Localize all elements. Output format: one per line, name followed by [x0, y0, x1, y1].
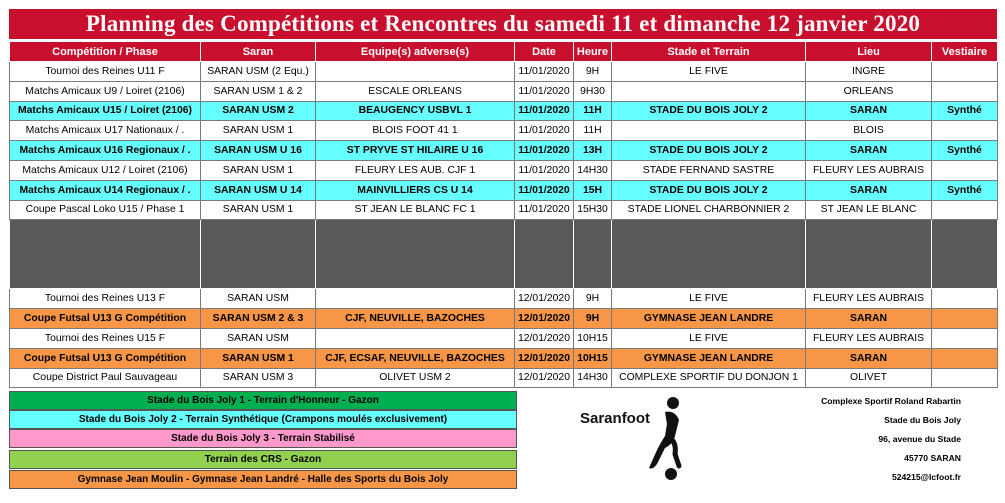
cell-time: 14H30: [574, 368, 612, 388]
cell-competition: Matchs Amicaux U14 Regionaux / .: [10, 180, 201, 200]
table-row: [10, 160, 998, 180]
cell-stadium: [612, 121, 806, 141]
legend-bois-joly-3: [9, 429, 517, 448]
info-email: 524215@lcfoot.fr: [891, 472, 961, 482]
cell-competition: Coupe District Paul Sauvageau: [10, 368, 201, 388]
cell-place: FLEURY LES AUBRAIS: [806, 160, 932, 180]
legend-bois-joly-2: [9, 410, 517, 429]
logo-text: Saranfoot: [580, 410, 651, 427]
cell-date: 11/01/2020: [515, 121, 574, 141]
cell-date: 12/01/2020: [515, 368, 574, 388]
cell-locker-room: [932, 200, 998, 220]
cell-locker-room: Synthé: [932, 101, 998, 121]
cell-stadium: LE FIVE: [612, 289, 806, 309]
legend-label: Stade du Bois Joly 2 - Terrain Synthétique (Crampons moulés exclusivement): [78, 414, 448, 425]
cell-place: OLIVET: [806, 368, 932, 388]
table-row: [10, 81, 998, 101]
cell-stadium: LE FIVE: [612, 62, 806, 82]
cell-competition: Matchs Amicaux U12 / Loiret (2106): [10, 160, 201, 180]
cell-time: 10H15: [574, 348, 612, 368]
cell-date: 11/01/2020: [515, 200, 574, 220]
table-row: [10, 62, 998, 82]
cell-saran: SARAN USM (2 Equ.): [201, 62, 316, 82]
cell-date: 11/01/2020: [515, 62, 574, 82]
cell-opponents: CJF, NEUVILLE, BAZOCHES: [316, 309, 515, 329]
cell-competition: Coupe Pascal Loko U15 / Phase 1: [10, 200, 201, 220]
legend-bois-joly-1: [9, 391, 517, 410]
cell-date: 12/01/2020: [515, 328, 574, 348]
cell-stadium: STADE DU BOIS JOLY 2: [612, 141, 806, 161]
table-row: [10, 200, 998, 220]
cell-time: 9H: [574, 309, 612, 329]
header-row: [10, 42, 998, 62]
info-stadium: Stade du Bois Joly: [884, 415, 961, 425]
cell-competition: Matchs Amicaux U9 / Loiret (2106): [10, 81, 201, 101]
info-city: 45770 SARAN: [904, 453, 961, 463]
cell-date: 11/01/2020: [515, 180, 574, 200]
cell-stadium: LE FIVE: [612, 328, 806, 348]
legend-label: Stade du Bois Joly 3 - Terrain Stabilisé: [171, 433, 355, 444]
legend-label: Stade du Bois Joly 1 - Terrain d'Honneur - Gazon: [147, 395, 379, 406]
cell-time: 14H30: [574, 160, 612, 180]
cell-saran: SARAN USM 1: [201, 348, 316, 368]
cell-place: FLEURY LES AUBRAIS: [806, 289, 932, 309]
cell-competition: Tournoi des Reines U11 F: [10, 62, 201, 82]
cell-opponents: ST PRYVE ST HILAIRE U 16: [316, 141, 515, 161]
cell-time: 11H: [574, 101, 612, 121]
cell-date: 11/01/2020: [515, 160, 574, 180]
legend-label: Terrain des CRS - Gazon: [204, 454, 322, 465]
cell-stadium: [612, 81, 806, 101]
cell-opponents: BLOIS FOOT 41 1: [316, 121, 515, 141]
cell-saran: SARAN USM: [201, 289, 316, 309]
cell-time: 10H15: [574, 328, 612, 348]
cell-opponents: FLEURY LES AUB. CJF 1: [316, 160, 515, 180]
cell-competition: Coupe Futsal U13 G Compétition: [10, 309, 201, 329]
player-icon: [635, 396, 695, 481]
cell-opponents: MAINVILLIERS CS U 14: [316, 180, 515, 200]
cell-saran: SARAN USM: [201, 328, 316, 348]
cell-stadium: STADE DU BOIS JOLY 2: [612, 101, 806, 121]
cell-saran: SARAN USM U 16: [201, 141, 316, 161]
cell-opponents: ST JEAN LE BLANC FC 1: [316, 200, 515, 220]
cell-place: SARAN: [806, 141, 932, 161]
cell-opponents: ESCALE ORLEANS: [316, 81, 515, 101]
header-stadium: Stade et Terrain: [612, 42, 806, 62]
cell-place: BLOIS: [806, 121, 932, 141]
cell-saran: SARAN USM 1: [201, 200, 316, 220]
cell-date: 11/01/2020: [515, 81, 574, 101]
cell-locker-room: [932, 348, 998, 368]
legend-crs: [9, 450, 517, 469]
cell-saran: SARAN USM 1 & 2: [201, 81, 316, 101]
cell-place: SARAN: [806, 180, 932, 200]
cell-competition: Tournoi des Reines U15 F: [10, 328, 201, 348]
cell-locker-room: [932, 289, 998, 309]
cell-place: ORLEANS: [806, 81, 932, 101]
table-row: [10, 180, 998, 200]
cell-time: 13H: [574, 141, 612, 161]
header-place: Lieu: [806, 42, 932, 62]
cell-competition: Coupe Futsal U13 G Compétition: [10, 348, 201, 368]
cell-time: 15H30: [574, 200, 612, 220]
cell-date: 12/01/2020: [515, 309, 574, 329]
cell-date: 11/01/2020: [515, 141, 574, 161]
cell-time: 15H: [574, 180, 612, 200]
cell-date: 11/01/2020: [515, 101, 574, 121]
cell-opponents: BEAUGENCY USBVL 1: [316, 101, 515, 121]
cell-opponents: [316, 62, 515, 82]
cell-locker-room: [932, 81, 998, 101]
table-row: [10, 309, 998, 329]
cell-place: SARAN: [806, 101, 932, 121]
cell-locker-room: Synthé: [932, 141, 998, 161]
page-title: Planning des Compétitions et Rencontres du samedi 11 et dimanche 12 janvier 2020: [9, 9, 997, 39]
cell-competition: Matchs Amicaux U17 Nationaux / .: [10, 121, 201, 141]
table-row: [10, 348, 998, 368]
header-locker-room: Vestiaire: [932, 42, 998, 62]
cell-opponents: [316, 328, 515, 348]
cell-place: SARAN: [806, 309, 932, 329]
cell-stadium: GYMNASE JEAN LANDRE: [612, 348, 806, 368]
cell-stadium: STADE DU BOIS JOLY 2: [612, 180, 806, 200]
day-separator-row: [10, 220, 998, 289]
cell-date: 12/01/2020: [515, 289, 574, 309]
cell-opponents: [316, 289, 515, 309]
saranfoot-logo: [580, 396, 690, 481]
cell-competition: Matchs Amicaux U16 Regionaux / .: [10, 141, 201, 161]
cell-locker-room: [932, 121, 998, 141]
table-row: [10, 101, 998, 121]
cell-stadium: GYMNASE JEAN LANDRE: [612, 309, 806, 329]
table-row: [10, 368, 998, 388]
cell-place: ST JEAN LE BLANC: [806, 200, 932, 220]
cell-locker-room: Synthé: [932, 180, 998, 200]
info-address: 96, avenue du Stade: [878, 434, 961, 444]
cell-date: 12/01/2020: [515, 348, 574, 368]
cell-saran: SARAN USM 2 & 3: [201, 309, 316, 329]
cell-saran: SARAN USM 2: [201, 101, 316, 121]
contact-info: [741, 392, 961, 487]
header-saran: Saran: [201, 42, 316, 62]
cell-time: 9H: [574, 62, 612, 82]
header-date: Date: [515, 42, 574, 62]
header-competition: Compétition / Phase: [10, 42, 201, 62]
header-opponents: Equipe(s) adverse(s): [316, 42, 515, 62]
cell-opponents: CJF, ECSAF, NEUVILLE, BAZOCHES: [316, 348, 515, 368]
table-row: [10, 328, 998, 348]
cell-locker-room: [932, 62, 998, 82]
cell-place: INGRE: [806, 62, 932, 82]
table-row: [10, 121, 998, 141]
cell-time: 11H: [574, 121, 612, 141]
cell-time: 9H30: [574, 81, 612, 101]
table-row: [10, 141, 998, 161]
cell-locker-room: [932, 328, 998, 348]
planning-table: [9, 41, 998, 388]
cell-locker-room: [932, 368, 998, 388]
header-time: Heure: [574, 42, 612, 62]
cell-locker-room: [932, 309, 998, 329]
cell-stadium: COMPLEXE SPORTIF DU DONJON 1: [612, 368, 806, 388]
cell-time: 9H: [574, 289, 612, 309]
cell-stadium: STADE FERNAND SASTRE: [612, 160, 806, 180]
cell-locker-room: [932, 160, 998, 180]
info-complex: Complexe Sportif Roland Rabartin: [821, 396, 961, 406]
cell-saran: SARAN USM U 14: [201, 180, 316, 200]
table-row: [10, 289, 998, 309]
cell-opponents: OLIVET USM 2: [316, 368, 515, 388]
cell-saran: SARAN USM 1: [201, 121, 316, 141]
cell-saran: SARAN USM 1: [201, 160, 316, 180]
cell-place: FLEURY LES AUBRAIS: [806, 328, 932, 348]
cell-competition: Matchs Amicaux U15 / Loiret (2106): [10, 101, 201, 121]
legend-label: Gymnase Jean Moulin - Gymnase Jean Landré - Halle des Sports du Bois Joly: [77, 474, 449, 485]
cell-saran: SARAN USM 3: [201, 368, 316, 388]
cell-stadium: STADE LIONEL CHARBONNIER 2: [612, 200, 806, 220]
legend-gymnases: [9, 470, 517, 489]
cell-place: SARAN: [806, 348, 932, 368]
cell-competition: Tournoi des Reines U13 F: [10, 289, 201, 309]
